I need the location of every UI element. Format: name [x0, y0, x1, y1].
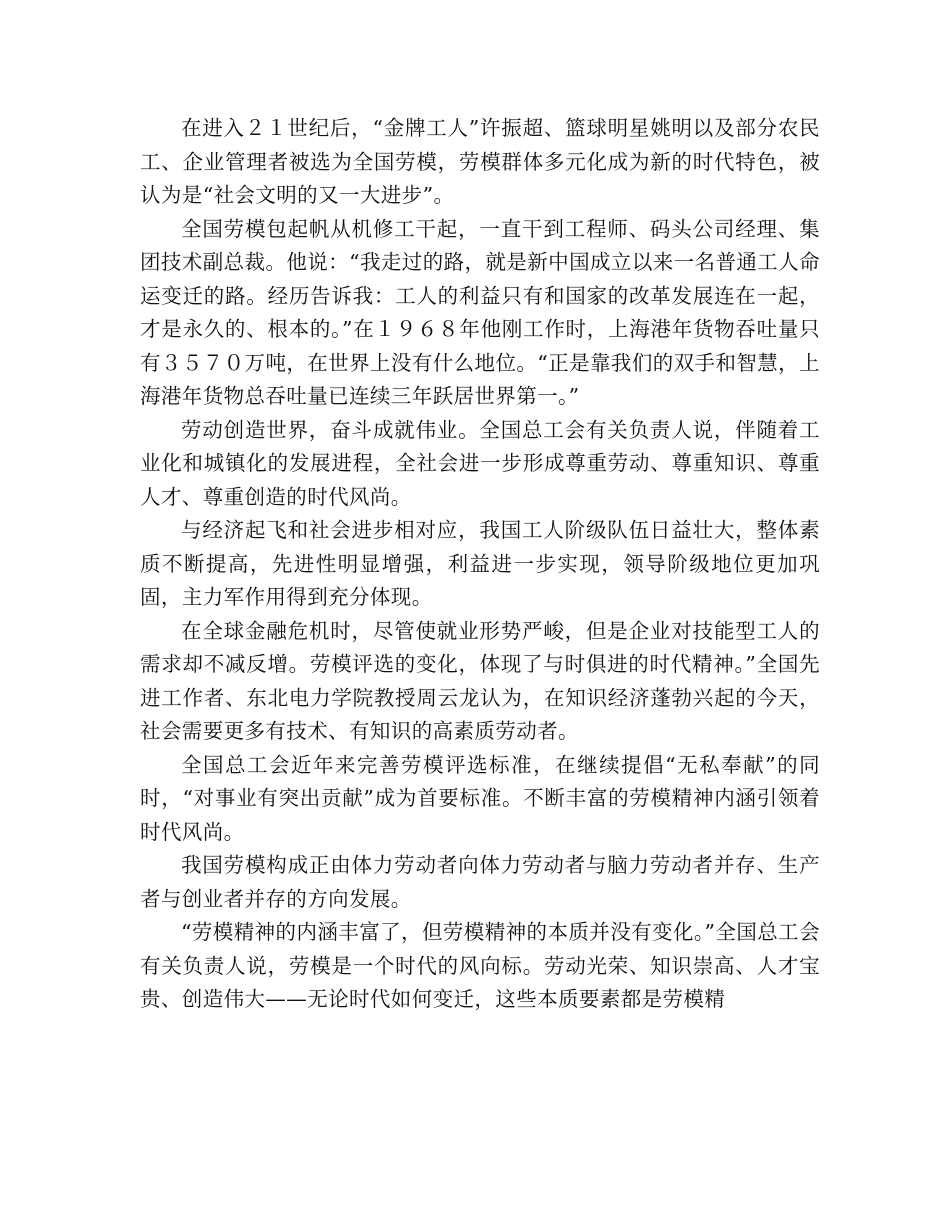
- paragraph-1: 在进入２１世纪后，“金牌工人”许振超、篮球明星姚明以及部分农民工、企业管理者被选为全国劳模，劳模群体多元化成为新的时代特色，被认为是“社会文明的又一大进步”。: [140, 116, 820, 207]
- paragraph-2: 全国劳模包起帆从机修工干起，一直干到工程师、码头公司经理、集团技术副总裁。他说：“我走过的路，就是新中国成立以来一名普通工人命运变迁的路。经历告诉我：工人的利益只有和国家的改革发展连在一起，才是永久的、根本的。”在１９６８年他刚工作时，上海港年货物吞吐量只有３５７０万吨，在世界上没有什么地位。“正是靠我们的双手和智慧，上海港年货物总吞吐量已连续三年跃居世界第一。”: [140, 216, 820, 408]
- paragraph-6: 全国总工会近年来完善劳模评选标准，在继续提倡“无私奉献”的同时，“对事业有突出贡献”成为首要标准。不断丰富的劳模精神内涵引领着时代风尚。: [140, 752, 820, 844]
- paragraph-5: 在全球金融危机时，尽管使就业形势严峻，但是企业对技能型工人的需求却不减反增。劳模评选的变化，体现了与时俱进的时代精神。”全国先进工作者、东北电力学院教授周云龙认为，在知识经济蓬勃兴起的今天，社会需要更多有技术、有知识的高素质劳动者。: [140, 618, 820, 743]
- paragraph-4: 与经济起飞和社会进步相对应，我国工人阶级队伍日益壮大，整体素质不断提高，先进性明显增强，利益进一步实现，领导阶级地位更加巩固，主力军作用得到充分体现。: [140, 518, 820, 609]
- paragraph-7: 我国劳模构成正由体力劳动者向体力劳动者与脑力劳动者并存、生产者与创业者并存的方向发展。: [140, 853, 820, 911]
- paragraph-8: “劳模精神的内涵丰富了，但劳模精神的本质并没有变化。”全国总工会有关负责人说，劳模是一个时代的风向标。劳动光荣、知识崇高、人才宝贵、创造伟大——无论时代如何变迁，这些本质要素都是劳模精: [140, 920, 820, 1011]
- paragraph-3: 劳动创造世界，奋斗成就伟业。全国总工会有关负责人说，伴随着工业化和城镇化的发展进程，全社会进一步形成尊重劳动、尊重知识、尊重人才、尊重创造的时代风尚。: [140, 417, 820, 509]
- document-body: [140, 112, 820, 1017]
